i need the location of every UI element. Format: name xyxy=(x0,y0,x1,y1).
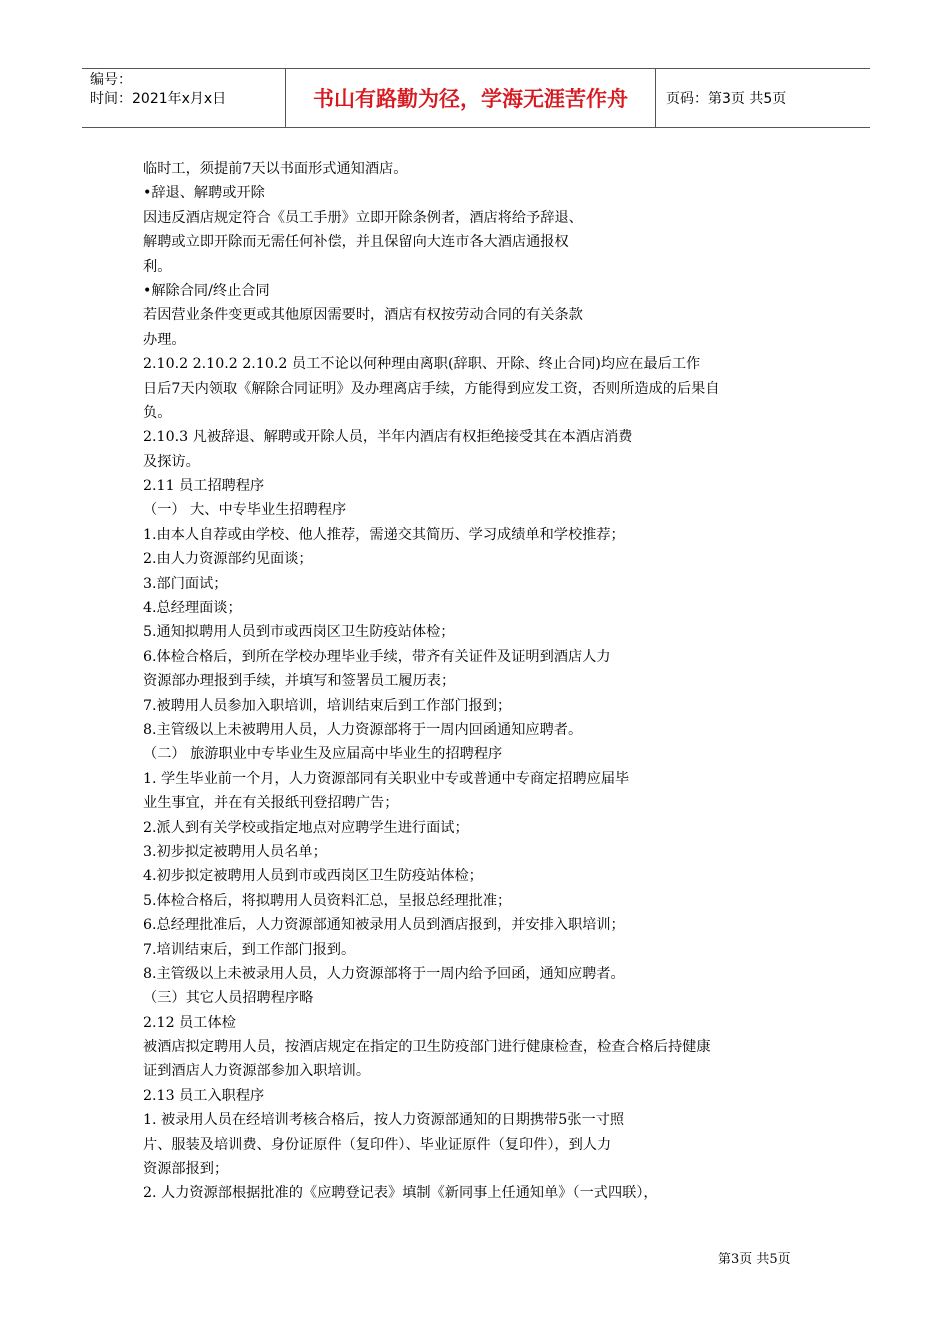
body-line: 因违反酒店规定符合《员工手册》立即开除条例者，酒店将给予辞退、 xyxy=(143,209,583,226)
header-motto: 书山有路勤为径，学海无涯苦作舟 xyxy=(285,69,656,127)
body-line: 2.13 员工入职程序 xyxy=(143,1087,265,1104)
body-line: 6.体检合格后，到所在学校办理毕业手续，带齐有关证件及证明到酒店人力 xyxy=(143,648,611,665)
body-line: 3.初步拟定被聘用人员名单； xyxy=(143,843,327,860)
body-line: 2.11 员工招聘程序 xyxy=(143,478,265,495)
header-page-label: 页码：第3页 共5页 xyxy=(666,91,787,107)
body-line: 8.主管级以上未被录用人员，人力资源部将于一周内给予回函，通知应聘者。 xyxy=(143,965,625,982)
body-line: 解聘或立即开除而无需任何补偿，并且保留向大连市各大酒店通报权 xyxy=(143,234,569,251)
body-line: 临时工，须提前7天以书面形式通知酒店。 xyxy=(143,161,408,177)
body-line: （三）其它人员招聘程序略 xyxy=(143,990,314,1007)
body-line: 2.派人到有关学校或指定地点对应聘学生进行面试； xyxy=(143,819,469,836)
body-line: 1.由本人自荐或由学校、他人推荐，需递交其简历、学习成绩单和学校推荐； xyxy=(143,526,625,543)
body-line: 资源部报到； xyxy=(143,1161,229,1178)
time-label: 时间：2021年x月x日 xyxy=(90,91,227,107)
body-line: 2. 人力资源部根据批准的《应聘登记表》填制《新同事上任通知单》（一式四联）， xyxy=(143,1185,658,1202)
header-meta xyxy=(82,69,285,127)
body-line: 办理。 xyxy=(143,331,186,348)
body-line: （一） 大、中专毕业生招聘程序 xyxy=(143,502,347,519)
number-label: 编号： xyxy=(90,72,132,88)
body-line: 6.总经理批准后，人力资源部通知被录用人员到酒店报到，并安排入职培训； xyxy=(143,917,625,934)
body-line: 4.初步拟定被聘用人员到市或西岗区卫生防疫站体检； xyxy=(143,868,483,885)
body-line: 2.由人力资源部约见面谈； xyxy=(143,551,313,568)
body-line: •辞退、解聘或开除 xyxy=(143,185,265,202)
body-line: 2.10.2 2.10.2 2.10.2 员工不论以何种理由离职(辞职、开除、终止合同)均应在最后工作 xyxy=(143,356,701,373)
body-line: 日后7天内领取《解除合同证明》及办理离店手续，方能得到应发工资，否则所造成的后果自 xyxy=(143,380,720,397)
body-line: 2.10.3 凡被辞退、解聘或开除人员，半年内酒店有权拒绝接受其在本酒店消费 xyxy=(143,429,633,446)
body-line: 2.12 员工体检 xyxy=(143,1014,236,1031)
body-line: 片、服装及培训费、身份证原件（复印件）、毕业证原件（复印件），到人力 xyxy=(143,1136,612,1153)
page-header xyxy=(82,68,870,128)
body-line: 及探访。 xyxy=(143,453,200,470)
body-line: 业生事宜，并在有关报纸刊登招聘广告； xyxy=(143,795,399,812)
page-footer: 第3页 共5页 xyxy=(718,1252,791,1267)
body-line: 3.部门面试； xyxy=(143,575,228,592)
body-line: 5.体检合格后，将拟聘用人员资料汇总，呈报总经理批准； xyxy=(143,892,512,909)
body-line: 1. 学生毕业前一个月，人力资源部同有关职业中专或普通中专商定招聘应届毕 xyxy=(143,770,630,787)
body-line: 8.主管级以上未被聘用人员，人力资源部将于一周内回函通知应聘者。 xyxy=(143,721,583,738)
body-line: •解除合同/终止合同 xyxy=(143,282,270,299)
body-line: 7.被聘用人员参加入职培训，培训结束后到工作部门报到； xyxy=(143,697,512,714)
body-line: 资源部办理报到手续，并填写和签署员工履历表； xyxy=(143,673,456,690)
body-line: 负。 xyxy=(143,404,172,421)
body-line: 被酒店拟定聘用人员，按酒店规定在指定的卫生防疫部门进行健康检查，检查合格后持健康 xyxy=(143,1039,711,1056)
body-line: 4.总经理面谈； xyxy=(143,600,242,617)
body-line: 1. 被录用人员在经培训考核合格后，按人力资源部通知的日期携带5张一寸照 xyxy=(143,1112,625,1129)
body-line: 利。 xyxy=(143,258,172,275)
body-line: 7.培训结束后，到工作部门报到。 xyxy=(143,941,356,958)
body-line: （二） 旅游职业中专毕业生及应届高中毕业生的招聘程序 xyxy=(143,746,503,763)
document-body xyxy=(143,157,823,1206)
body-line: 证到酒店人力资源部参加入职培训。 xyxy=(143,1063,371,1080)
body-line: 5.通知拟聘用人员到市或西岗区卫生防疫站体检； xyxy=(143,624,455,641)
body-line: 若因营业条件变更或其他原因需要时，酒店有权按劳动合同的有关条款 xyxy=(143,307,583,324)
